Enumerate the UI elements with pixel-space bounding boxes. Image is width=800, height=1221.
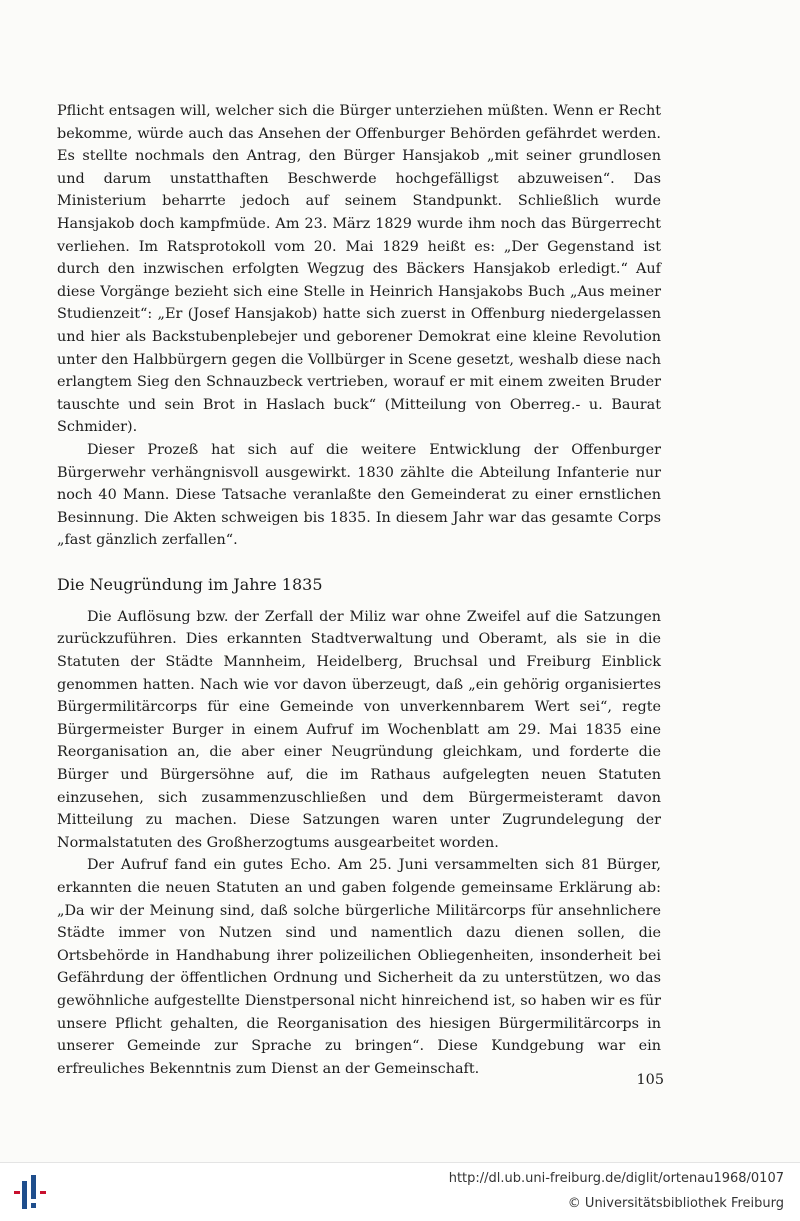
source-url-link[interactable]: http://dl.ub.uni-freiburg.de/diglit/ortenau1968/0107 xyxy=(448,1171,784,1186)
paragraph-1: Pflicht entsagen will, welcher sich die Bürger unterziehen müßten. Wenn er Recht bekomme, würde auch das Ansehen der Offenburger Behörden gefährdet werden. Es stellte nochmals den Antrag, den Bürger Hansjakob „mit seiner grundlosen und darum unstatthaften Beschwerde hochgefälligst abzuweisen“. Das Ministerium beharrte jedoch auf seinem Standpunkt. Schließlich wurde Hansjakob doch kampfmüde. Am 23. März 1829 wurde ihm noch das Bürgerrecht verliehen. Im Ratsprotokoll vom 20. Mai 1829 heißt es: „Der Gegenstand ist durch den inzwischen erfolgten Wegzug des Bäckers Hansjakob erledigt.“ Auf diese Vorgänge bezieht sich eine Stelle in Heinrich Hansjakobs Buch „Aus meiner Studienzeit“: „Er (Josef Hansjakob) hatte sich zuerst in Offenburg niedergelassen und hier als Backstubenplebejer und geborener Demokrat eine kleine Revolution unter den Halbbürgern gegen die Vollbürger in Scene gesetzt, weshalb diese nach erlangtem Sieg den Schnauzbeck vertrieben, worauf er mit einem zweiten Bruder tauschte und sein Brot in Haslach buck“ (Mitteilung von Oberreg.- u. Baurat Schmider). xyxy=(57,103,661,436)
footer-bar xyxy=(0,1162,800,1221)
body-text xyxy=(57,100,661,1080)
paragraph-3: Die Auflösung bzw. der Zerfall der Miliz war ohne Zweifel auf die Satzungen zurückzuführen. Dies erkannten Stadtverwaltung und Oberamt, als sie in die Statuten der Städte Mannheim, Heidelberg, Bruchsal und Freiburg Einblick genommen hatten. Nach wie vor davon überzeugt, daß „ein gehörig organisiertes Bürgermilitärcorps für eine Gemeinde von unverkennbarem Wert sei“, regte Bürgermeister Burger in einem Aufruf im Wochenblatt am 29. Mai 1835 eine Reorganisation an, die aber einer Neugründung gleichkam, und forderte die Bürger und Bürgersöhne auf, die im Rathaus aufgelegten neuen Statuten einzusehen, sich zusammenzuschließen und dem Bürgermeisteramt davon Mitteilung zu machen. Diese Satzungen waren unter Zugrundelegung der Normalstatuten des Großherzogtums ausgearbeitet worden. xyxy=(57,608,661,851)
paragraph-2: Dieser Prozeß hat sich auf die weitere Entwicklung der Offenburger Bürgerwehr verhängnisvoll ausgewirkt. 1830 zählte die Abteilung Infanterie nur noch 40 Mann. Diese Tatsache veranlaßte den Gemeinderat zu einer ernstlichen Besinnung. Die Akten schweigen bis 1835. In diesem Jahr war das gesamte Corps „fast gänzlich zerfallen“. xyxy=(57,441,661,549)
ub-freiburg-logo-icon xyxy=(10,1173,54,1213)
page-number: 105 xyxy=(636,1072,664,1088)
section-heading: Die Neugründung im Jahre 1835 xyxy=(57,574,323,594)
copyright-text: © Universitätsbibliothek Freiburg xyxy=(567,1196,784,1211)
paragraph-4: Der Aufruf fand ein gutes Echo. Am 25. Juni versammelten sich 81 Bürger, erkannten die neuen Statuten an und gaben folgende gemeinsame Erklärung ab: „Da wir der Meinung sind, daß solche bürgerliche Militärcorps für ansehnlichere Städte immer von Nutzen sind und namentlich dazu dienen sollen, die Ortsbehörde in Handhabung ihrer polizeilichen Obliegenheiten, insonderheit bei Gefährdung der öffentlichen Ordnung und Sicherheit da zu unterstützen, wo das gewöhnliche aufgestellte Dienstpersonal nicht hinreichend ist, so haben wir es für unsere Pflicht gehalten, die Reorganisation des hiesigen Bürgermilitärcorps in unserer Gemeinde zur Sprache zu bringen“. Diese Kundgebung war ein erfreuliches Bekenntnis zum Dienst an der Gemeinschaft. xyxy=(57,857,661,1077)
